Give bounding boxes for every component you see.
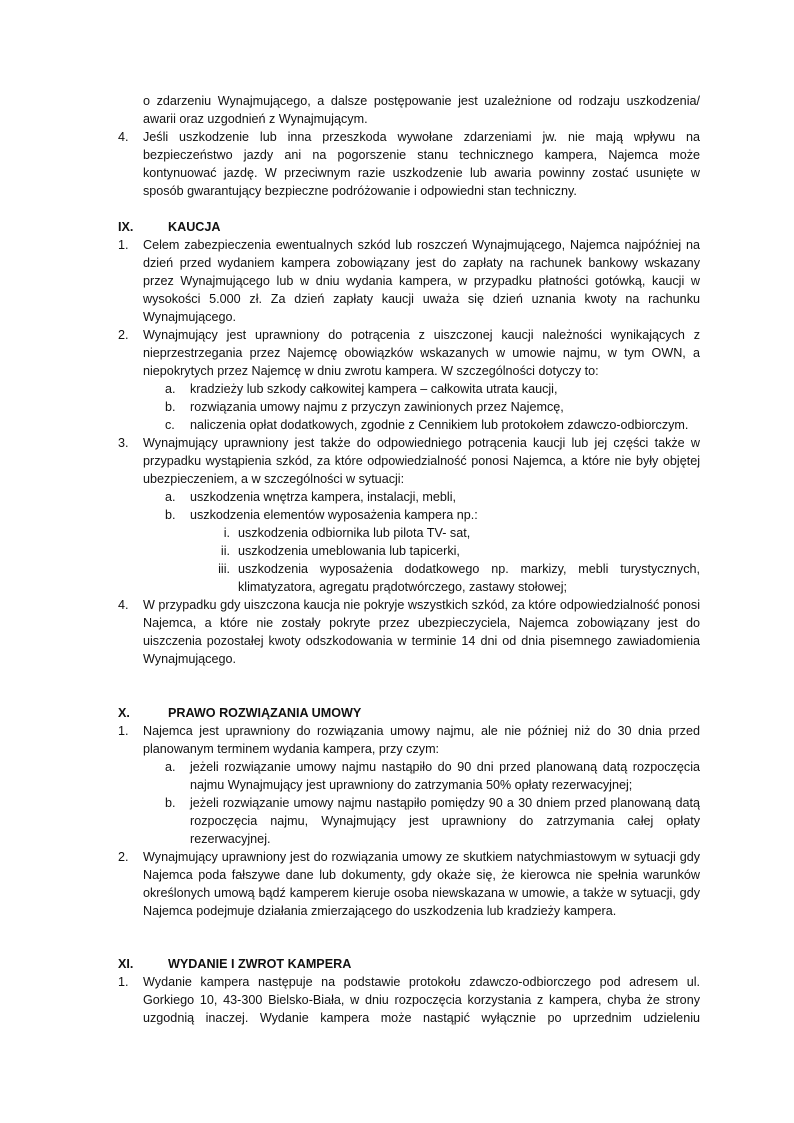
section-title: PRAWO ROZWIĄZANIA UMOWY xyxy=(168,706,362,720)
list-item xyxy=(0,596,794,668)
list-item xyxy=(0,848,794,920)
sub-item xyxy=(0,506,794,524)
roman-numeral: ii. xyxy=(220,544,230,558)
list-item xyxy=(0,722,794,758)
section-heading xyxy=(0,218,794,236)
list-item xyxy=(0,434,794,488)
sub-item-letter: a. xyxy=(165,490,176,504)
section-number: X. xyxy=(118,706,130,720)
item-number: 4. xyxy=(118,598,129,612)
sub-item xyxy=(0,758,794,794)
sub-sub-item xyxy=(0,560,794,596)
section-x xyxy=(0,704,794,920)
sub-sub-item-text: uszkodzenia umeblowania lub tapicerki, xyxy=(238,544,460,558)
section-title: WYDANIE I ZWROT KAMPERA xyxy=(168,957,352,971)
paragraph-text: W przypadku gdy uiszczona kaucja nie pokryje wszystkich szkód, za które odpowiedzialność ponosi Najemca, a które nie zostały pokryte przez ubezpieczyciela, Najemca zobowiązany jest do uiszczenia pozostałej kwoty odszkodowania w terminie 14 dni od dnia pisemnego zawiadomienia Wynajmującego. xyxy=(143,598,700,666)
paragraph-text: Jeśli uszkodzenie lub inna przeszkoda wywołane zdarzeniami jw. nie mają wpływu na bezpieczeństwo jazdy ani na pogorszenie stanu technicznego kampera, Najemca może kontynuować jazdę. W przeciwnym razie uszkodzenie lub awaria powinny zostać usunięte w sposób gwarantujący bezpieczne podróżowanie i odpowiedni stan techniczny. xyxy=(143,130,700,198)
section-heading xyxy=(0,704,794,722)
sub-item-letter: b. xyxy=(165,400,176,414)
sub-item-text: naliczenia opłat dodatkowych, zgodnie z Cennikiem lub protokołem zdawczo-odbiorczym. xyxy=(190,418,689,432)
section-heading xyxy=(0,955,794,973)
list-item xyxy=(0,236,794,326)
paragraph-text: Wynajmujący uprawniony jest także do odpowiedniego potrącenia kaucji lub jej części także w przypadku wystąpienia szkód, za które odpowiedzialność ponosi Najemca, a które nie były objętej ubezpieczeniem, a w szczególności w sytuacji: xyxy=(143,436,700,486)
sub-item-text: jeżeli rozwiązanie umowy najmu nastąpiło pomiędzy 90 a 30 dniem przed planowaną datą rozpoczęcia najmu, Wynajmujący jest uprawniony do zatrzymania całej opłaty rezerwacyjnej. xyxy=(190,796,700,846)
list-item xyxy=(0,128,794,200)
sub-item xyxy=(0,398,794,416)
list-item xyxy=(0,973,794,1027)
list-item xyxy=(0,92,794,128)
sub-item xyxy=(0,488,794,506)
section-continuation xyxy=(0,92,794,200)
sub-item-letter: a. xyxy=(165,382,176,396)
sub-sub-item xyxy=(0,542,794,560)
sub-item xyxy=(0,794,794,848)
sub-item-letter: b. xyxy=(165,796,176,810)
sub-item-text: kradzieży lub szkody całkowitej kampera – całkowita utrata kaucji, xyxy=(190,382,558,396)
sub-sub-item-text: uszkodzenia wyposażenia dodatkowego np. markizy, mebli turystycznych, klimatyzatora, agregatu prądotwórczego, zastawy stołowej; xyxy=(238,562,700,594)
item-number: 4. xyxy=(118,130,129,144)
paragraph-text: Najemca jest uprawniony do rozwiązania umowy najmu, ale nie później niż do 30 dnia przed planowanym terminem wydania kampera, przy czym: xyxy=(143,724,700,756)
section-title: KAUCJA xyxy=(168,220,221,234)
list-item xyxy=(0,326,794,380)
sub-item-letter: b. xyxy=(165,508,176,522)
sub-item xyxy=(0,380,794,398)
paragraph-text: Wynajmujący uprawniony jest do rozwiązania umowy ze skutkiem natychmiastowym w sytuacji gdy Najemca poda fałszywe dane lub dokumenty, gdy okaże się, że kierowca nie spełnia warunków określonych umową bądź kamperem kieruje osoba niewskazana w umowie, a także w sytuacji, gdy Najemca podejmuje działania zmierzającego do uszkodzenia lub kradzieży kampera. xyxy=(143,850,700,918)
item-number: 2. xyxy=(118,850,129,864)
roman-numeral: i. xyxy=(223,526,230,540)
sub-item-text: rozwiązania umowy najmu z przyczyn zawinionych przez Najemcę, xyxy=(190,400,564,414)
item-number: 1. xyxy=(118,975,129,989)
item-number: 2. xyxy=(118,328,129,342)
paragraph-text: Wynajmujący jest uprawniony do potrącenia z uiszczonej kaucji należności wynikających z nieprzestrzegania przez Najemcę obowiązków wskazanych w umowie najmu, w tym OWN, a niepokrytych przez Najemcę w dniu zwrotu kampera. W szczególności dotyczy to: xyxy=(143,328,700,378)
sub-item-letter: a. xyxy=(165,760,176,774)
sub-item-text: uszkodzenia elementów wyposażenia kampera np.: xyxy=(190,508,478,522)
sub-item-text: uszkodzenia wnętrza kampera, instalacji, mebli, xyxy=(190,490,456,504)
item-number: 3. xyxy=(118,436,129,450)
item-number: 1. xyxy=(118,238,129,252)
paragraph-text: o zdarzeniu Wynajmującego, a dalsze postępowanie jest uzależnione od rodzaju uszkodzenia/ awarii oraz uzgodnień z Wynajmującym. xyxy=(143,94,700,126)
section-number: IX. xyxy=(118,220,134,234)
sub-sub-item-text: uszkodzenia odbiornika lub pilota TV- sat, xyxy=(238,526,471,540)
sub-sub-item xyxy=(0,524,794,542)
section-xi xyxy=(0,955,794,1027)
paragraph-text: Wydanie kampera następuje na podstawie protokołu zdawczo-odbiorczego pod adresem ul. Gorkiego 10, 43-300 Bielsko-Biała, w dniu rozpoczęcia korzystania z kampera, chyba że strony uzgodnią inaczej. Wydanie kampera może nastąpić wyłącznie po uprzednim udzieleniu xyxy=(143,975,700,1025)
sub-item-letter: c. xyxy=(165,418,175,432)
sub-item xyxy=(0,416,794,434)
roman-numeral: iii. xyxy=(218,562,230,576)
sub-item-text: jeżeli rozwiązanie umowy najmu nastąpiło do 90 dni przed planowaną datą rozpoczęcia najmu Wynajmujący jest uprawniony do zatrzymania 50% opłaty rezerwacyjnej; xyxy=(190,760,700,792)
item-number: 1. xyxy=(118,724,129,738)
section-number: XI. xyxy=(118,957,134,971)
paragraph-text: Celem zabezpieczenia ewentualnych szkód lub roszczeń Wynajmującego, Najemca najpóźniej na dzień przed wydaniem kampera zobowiązany jest do zapłaty na rachunek bankowy wskazany przez Wynajmującego lub w dniu wydania kampera, w przypadku płatności gotówką, kaucji w wysokości 5.000 zł. Za dzień zapłaty kaucji uważa się dzień uznania kwoty na rachunku Wynajmującego. xyxy=(143,238,700,324)
section-ix xyxy=(0,218,794,668)
